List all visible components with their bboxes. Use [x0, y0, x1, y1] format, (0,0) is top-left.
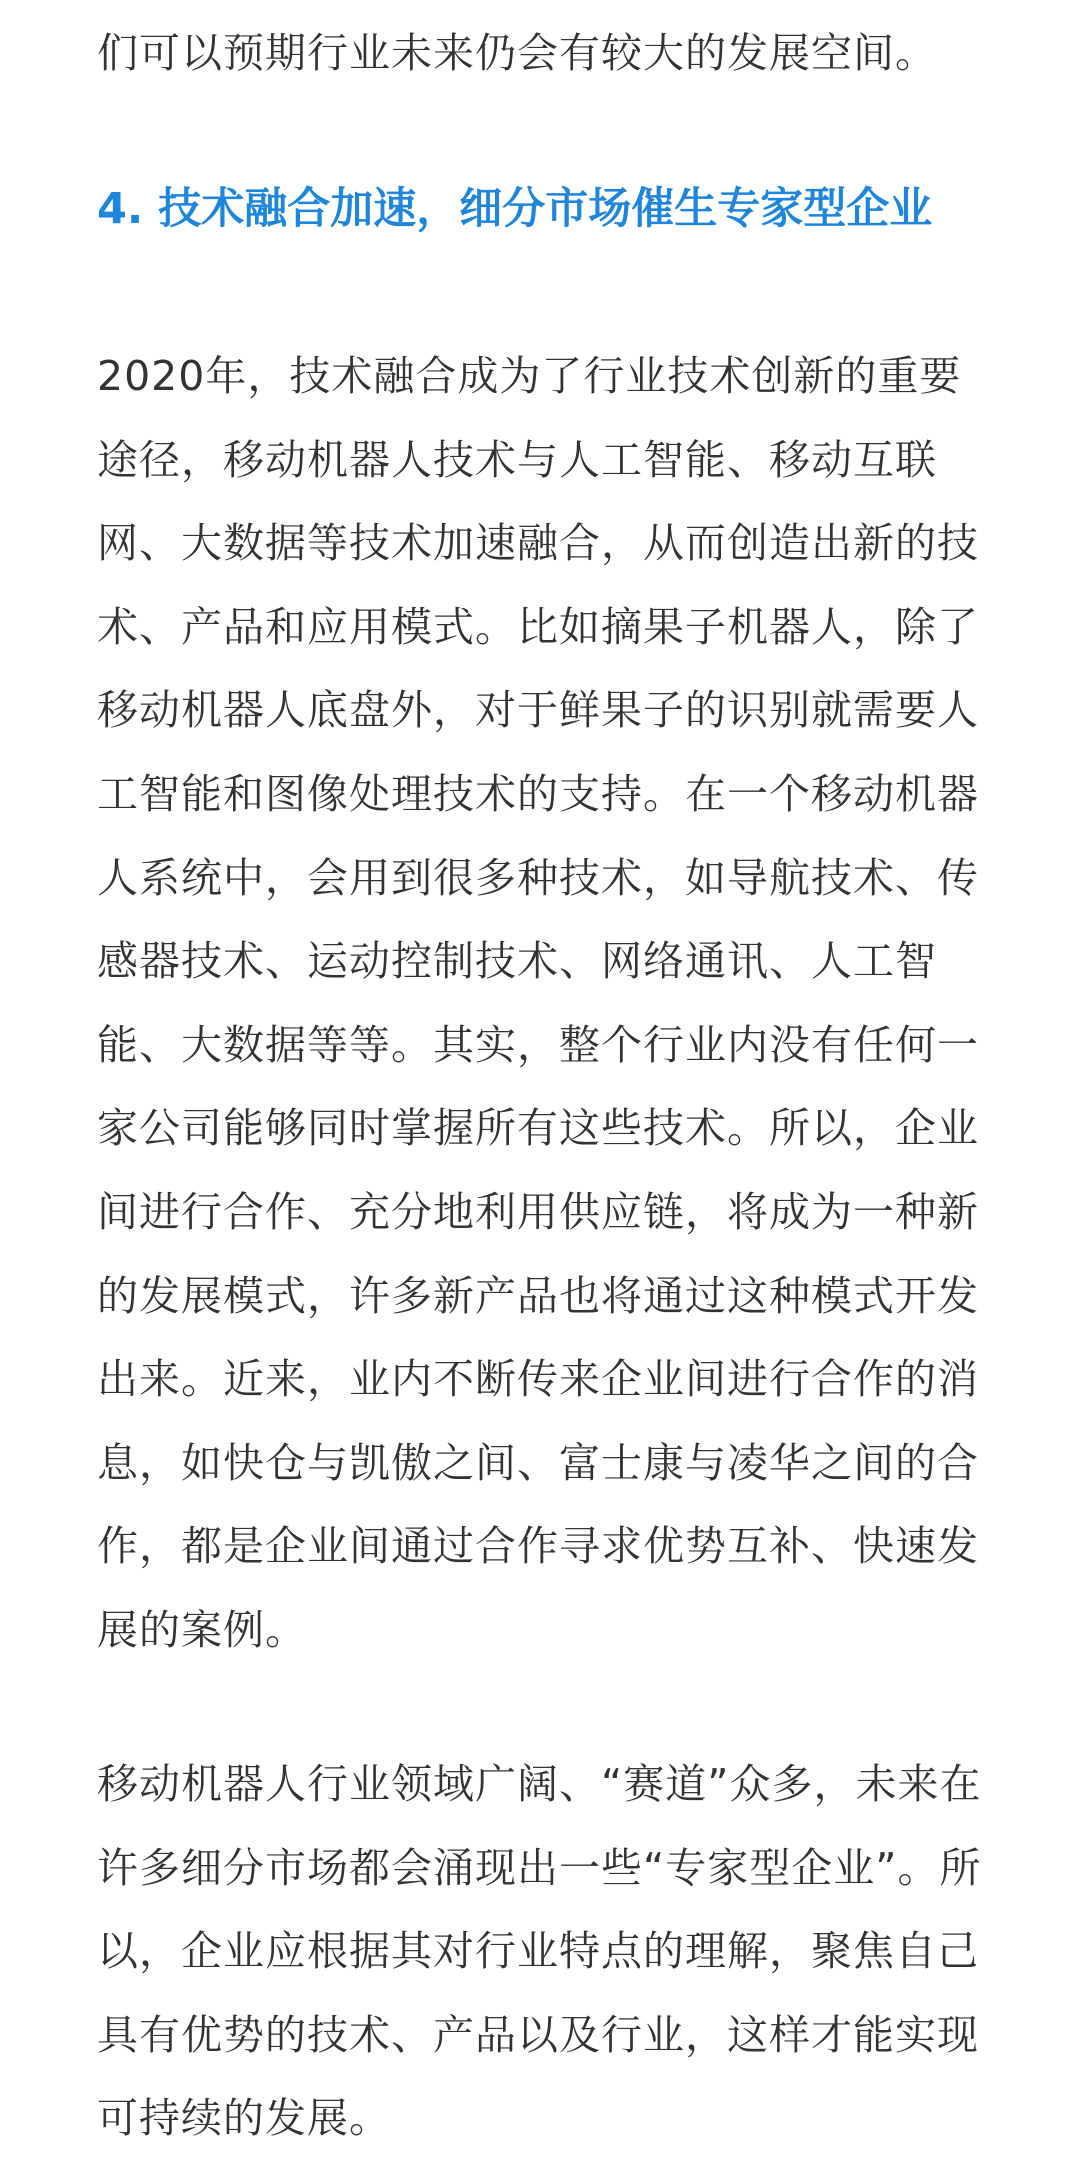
text-line: 术、产品和应用模式。比如摘果子机器人，除了: [97, 602, 979, 651]
text-line: 网、大数据等技术加速融合，从而创造出新的技: [97, 519, 979, 568]
text-line: 能、大数据等等。其实，整个行业内没有任何一: [97, 1020, 979, 1069]
text-line: 作，都是企业间通过合作寻求优势互补、快速发: [97, 1522, 979, 1571]
text-line: 2020年，技术融合成为了行业技术创新的重要: [97, 352, 962, 400]
text-line: 间进行合作、充分地利用供应链，将成为一种新: [97, 1187, 979, 1236]
text-line: 人系统中，会用到很多种技术，如导航技术、传: [97, 853, 979, 902]
text-line: 的发展模式，许多新产品也将通过这种模式开发: [97, 1271, 979, 1320]
text-line: 许多细分市场都会涌现出一些“专家型企业”。所: [97, 1843, 982, 1892]
paragraph-expert-enterprises: [97, 1743, 982, 2161]
text-line: 具有优势的技术、产品以及行业，这样才能实现: [97, 2010, 979, 2059]
text-line: 展的案例。: [97, 1605, 307, 1654]
text-line: 家公司能够同时掌握所有这些技术。所以，企业: [97, 1104, 979, 1153]
text-line: 移动机器人行业领域广阔、“赛道”众多，未来在: [97, 1760, 982, 1808]
text-line: 以，企业应根据其对行业特点的理解，聚焦自己: [97, 1927, 979, 1976]
section-heading: 4. 技术融合加速，细分市场催生专家型企业: [97, 184, 933, 234]
paragraph-tech-fusion: [97, 335, 977, 1673]
text-line: 工智能和图像处理技术的支持。在一个移动机器: [97, 769, 979, 818]
text-line: 移动机器人底盘外，对于鲜果子的识别就需要人: [97, 686, 979, 735]
text-line: 息，如快仓与凯傲之间、富士康与凌华之间的合: [97, 1438, 979, 1487]
text-line: 可持续的发展。: [97, 2094, 391, 2143]
text-line: 感器技术、运动控制技术、网络通讯、人工智: [97, 937, 937, 986]
text-line: 途径，移动机器人技术与人工智能、移动互联: [97, 435, 937, 484]
intro-text: 们可以预期行业未来仍会有较大的发展空间。: [97, 29, 937, 77]
text-line: 出来。近来，业内不断传来企业间进行合作的消: [97, 1355, 979, 1404]
